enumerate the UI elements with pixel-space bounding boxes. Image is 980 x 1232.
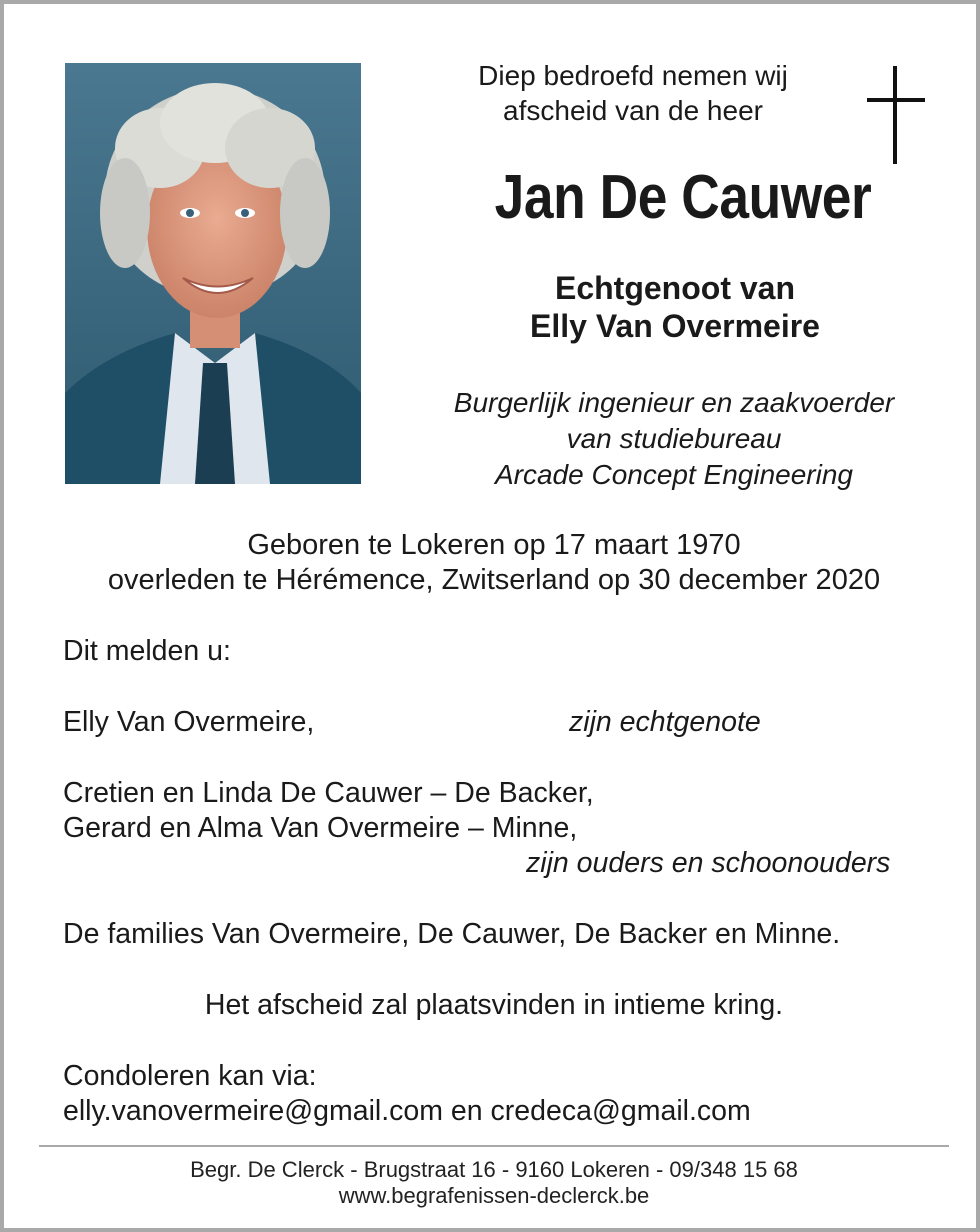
spouse-section	[424, 269, 926, 345]
condolence-label: Condoleren kan via:	[63, 1060, 317, 1092]
funeral-home-info: Begr. De Clerck - Brugstraat 16 - 9160 Lokeren - 09/348 15 68	[190, 1157, 798, 1182]
parents-line-2: Gerard en Alma Van Overmeire – Minne,	[63, 812, 578, 844]
profession-line-2: van studiebureau	[566, 423, 782, 454]
funeral-home-website: www.begrafenissen-declerck.be	[338, 1183, 650, 1208]
birth-line: Geboren te Lokeren op 17 maart 1970	[247, 529, 741, 561]
profession-section	[414, 385, 934, 493]
intro-line-1: Diep bedroefd nemen wij	[478, 60, 788, 91]
spouse-line-2: Elly Van Overmeire	[530, 308, 820, 344]
spouse-line-1: Echtgenoot van	[554, 270, 795, 306]
intro-line-2: afscheid van de heer	[503, 95, 763, 126]
spouse-name: Elly Van Overmeire,	[63, 706, 315, 738]
families-line: De families Van Overmeire, De Cauwer, De Backer en Minne.	[63, 918, 841, 950]
profession-line-3: Arcade Concept Engineering	[494, 459, 853, 490]
parents-line-1: Cretien en Linda De Cauwer – De Backer,	[63, 777, 594, 809]
portrait-photo	[65, 63, 361, 484]
footer	[44, 1157, 944, 1209]
life-dates	[44, 528, 944, 598]
farewell-line: Het afscheid zal plaatsvinden in intieme kring.	[204, 989, 784, 1021]
parents-role: zijn ouders en schoonouders	[526, 847, 891, 879]
footer-divider	[39, 1145, 949, 1147]
profession-line-1: Burgerlijk ingenieur en zaakvoerder	[453, 387, 895, 418]
spouse-role: zijn echtgenote	[569, 706, 761, 738]
condolence-emails: elly.vanovermeire@gmail.com en credeca@gmail.com	[63, 1095, 751, 1127]
announcement-header: Dit melden u:	[63, 635, 231, 667]
death-line: overleden te Hérémence, Zwitserland op 30 december 2020	[107, 564, 881, 596]
intro-text	[404, 58, 862, 128]
deceased-name: Jan De Cauwer	[494, 163, 872, 232]
cross-icon	[867, 66, 927, 164]
